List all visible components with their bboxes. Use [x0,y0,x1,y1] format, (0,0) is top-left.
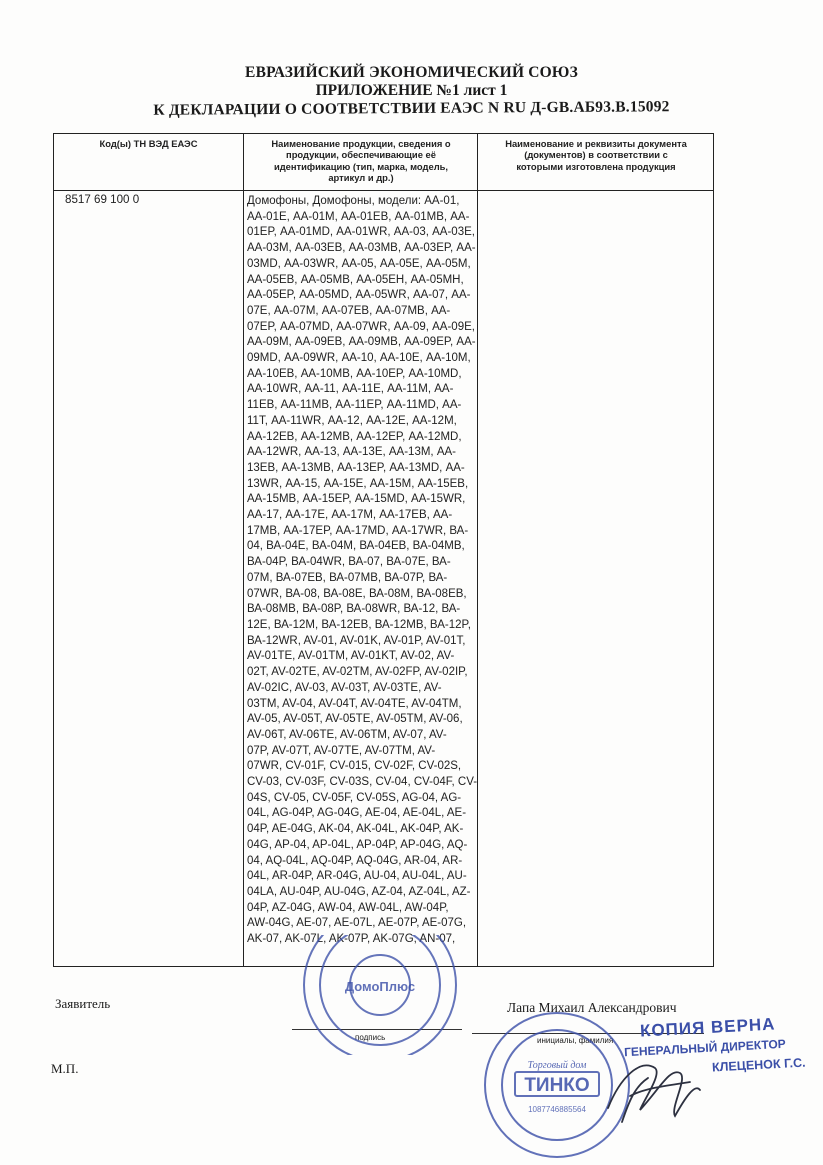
applicant-label: Заявитель [55,996,111,1011]
product-line: ВА-04P, ВА-04WR, ВА-07, ВА-07E, ВА- [247,556,451,569]
product-line: 13WR, АА-15, АА-15E, АА-15M, АА-15EB, [247,477,469,490]
product-line: АА-01E, АА-01M, АА-01EB, АА-01MB, АА- [247,210,470,223]
product-line: АА-17, АА-17E, АА-17M, АА-17EB, АА- [247,509,453,522]
col-header-product: Наименование продукции, сведения о продукции, обеспечивающие её идентификацию (тип, марка, модель, артикул и др.) [271,138,451,184]
product-line: АА-10EB, АА-10MB, АА-10EP, АА-10MD, [247,367,462,380]
product-description [247,194,478,948]
product-line: 17MB, АА-17EP, АА-17MD, АА-17WR, ВА- [247,524,469,537]
column-divider [477,134,478,966]
product-line: АА-12EB, АА-12MB, АА-12EP, АА-12MD, [247,430,462,443]
product-line: AV-06T, AV-06TE, AV-06TM, AV-07, AV- [247,728,447,741]
product-line: 07E, АА-07M, АА-07EB, АА-07MB, АА- [247,304,451,317]
product-line: 11T, АА-11WR, АА-12, АА-12E, АА-12M, [247,414,457,427]
product-line: 01EP, АА-01MD, АА-01WR, АА-03, АА-03E, [247,226,475,239]
svg-text:ТИНКО: ТИНКО [524,1075,590,1096]
product-line: 04L, AR-04P, AR-04G, AU-04, AU-04L, AU- [247,870,467,883]
product-table [53,133,714,967]
product-line: 07WR, ВА-08, ВА-08E, ВА-08M, ВА-08EB, [247,587,467,600]
svg-text:1087746885564: 1087746885564 [528,1105,586,1114]
product-line: 04G, AP-04, AP-04L, AP-04P, AP-04G, AQ- [247,838,468,851]
product-line: 07WR, CV-01F, CV-015, CV-02F, CV-02S, [247,760,462,773]
union-title: ЕВРАЗИЙСКИЙ ЭКОНОМИЧЕСКИЙ СОЮЗ [245,64,578,81]
signature-icon [600,1038,710,1128]
seal-place-label: М.П. [51,1061,79,1076]
product-line: 04P, AE-04G, AK-04, AK-04L, AK-04P, AK- [247,823,464,836]
copy-stamp-name: КЛЕЦЕНОК Г.С. [711,1055,806,1075]
copy-stamp-position: ГЕНЕРАЛЬНЫЙ ДИРЕКТОР [623,1036,787,1060]
product-line: ВА-08MB, ВА-08P, ВА-08WR, ВА-12, ВА- [247,603,461,616]
product-line: 07EP, АА-07MD, АА-07WR, АА-09, АА-09E, [247,320,475,333]
product-line: АА-09M, АА-09EB, АА-09MB, АА-09EP, АА- [247,336,476,349]
appendix-title: ПРИЛОЖЕНИЕ №1 лист 1 [315,82,508,99]
product-line: АА-03M, АА-03EB, АА-03MB, АА-03EP, АА- [247,242,476,255]
product-line: AV-02IC, AV-03, AV-03T, AV-03TE, AV- [247,681,442,694]
product-line: 04S, CV-05, CV-05F, CV-05S, AG-04, AG- [247,791,462,804]
signature-caption: подпись [355,1033,386,1042]
product-line: АА-05EP, АА-05MD, АА-05WR, АА-07, АА- [247,289,471,302]
product-line: CV-03, CV-03F, CV-03S, CV-04, CV-04F, CV- [247,776,478,789]
svg-text:ДомоПлюс: ДомоПлюс [344,979,416,994]
col-header-code: Код(ы) ТН ВЭД ЕАЭС [99,138,198,149]
product-line: AK-07, AK-07L, AK-07P, AK-07G, AN-07, [247,933,456,946]
product-line: 04L, AG-04P, AG-04G, AE-04, AE-04L, AE- [247,807,467,820]
product-line: 03MD, АА-03WR, АА-05, АА-05E, АА-05M, [247,257,471,270]
product-line: АА-10WR, АА-11, АА-11E, АА-11M, АА- [247,383,454,396]
svg-text:Торговый дом: Торговый дом [527,1060,587,1071]
product-line: 04, AQ-04L, AQ-04P, AQ-04G, AR-04, AR- [247,854,463,867]
product-line: АА-05EB, АА-05MB, АА-05EH, АА-05MH, [247,273,464,286]
product-line: AW-04G, AE-07, AE-07L, AE-07P, AE-07G, [247,917,467,930]
product-line: 12E, ВА-12M, ВА-12EB, ВА-12MB, ВА-12P, [247,618,471,631]
signatory-name: Лапа Михаил Александрович [507,1000,677,1015]
column-divider [243,134,244,966]
product-line: AV-01TE, AV-01TM, AV-01KT, AV-02, AV- [247,650,455,663]
product-line: 02T, AV-02TE, AV-02TM, AV-02FP, AV-02IP, [247,666,468,679]
product-line: 03TM, AV-04, AV-04T, AV-04TE, AV-04TM, [247,697,462,710]
product-line: 13EB, АА-13MB, АА-13EP, АА-13MD, АА- [247,461,465,474]
product-line: 11EB, АА-11MB, АА-11EP, АА-11MD, АА- [247,399,462,412]
copy-certified-stamp: КОПИЯ ВЕРНА [639,1014,776,1041]
product-line: Домофоны, Домофоны, модели: АА-01, [247,195,460,207]
product-line: AV-05, AV-05T, AV-05TE, AV-05TM, AV-06, [247,713,463,726]
product-line: 09MD, АА-09WR, АА-10, АА-10E, АА-10M, [247,352,471,365]
product-line: 04, ВА-04E, ВА-04M, ВА-04EB, ВА-04MB, [247,540,465,553]
declaration-title: К ДЕКЛАРАЦИИ О СООТВЕТСТВИИ ЕАЭС N RU Д-GB.АБ93.В.15092 [153,98,670,119]
product-line: 07M, ВА-07EB, ВА-07MB, ВА-07P, ВА- [247,571,448,584]
col-header-documents: Наименование и реквизиты документа (документов) в соответствии с которыми изготовлена продукция [505,138,687,172]
hs-code: 8517 69 100 0 [65,193,140,206]
product-line: АА-12WR, АА-13, АА-13E, АА-13M, АА- [247,446,456,459]
company-seal-icon [300,935,465,1055]
product-line: 04P, AZ-04G, AW-04, AW-04L, AW-04P, [247,901,449,914]
product-line: 04LA, AU-04P, AU-04G, AZ-04, AZ-04L, AZ- [247,885,471,898]
product-line: АА-15MB, АА-15EP, АА-15MD, АА-15WR, [247,493,466,506]
product-line: 07P, AV-07T, AV-07TE, AV-07TM, AV- [247,744,436,757]
product-line: ВА-12WR, AV-01, AV-01K, AV-01P, AV-01T, [247,634,466,647]
name-caption: инициалы, фамилия [537,1036,614,1045]
header-divider [54,190,713,191]
